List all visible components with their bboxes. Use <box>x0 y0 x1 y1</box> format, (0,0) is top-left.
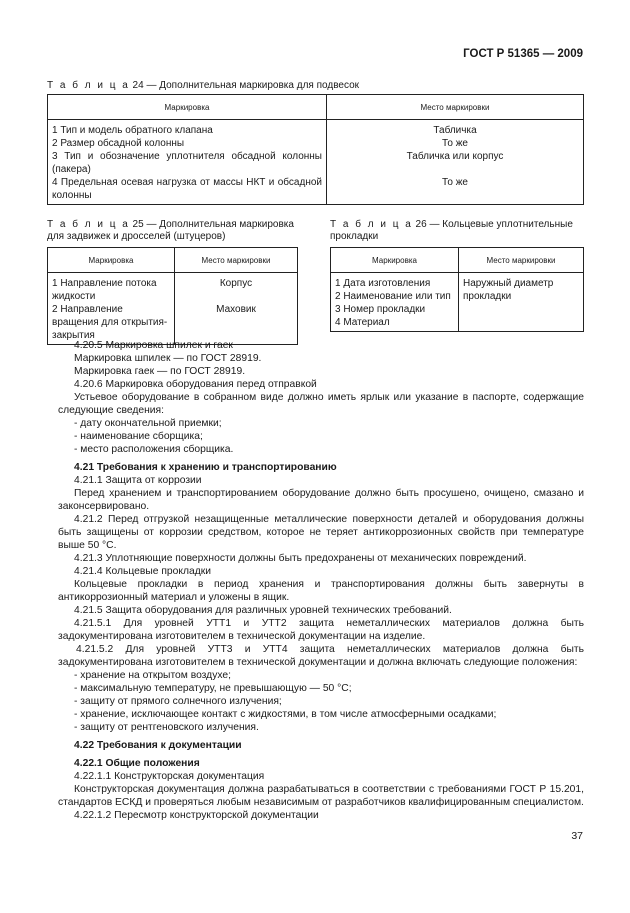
section-heading-4-21: 4.21 Требования к хранению и транспортированию <box>74 462 337 473</box>
caption-label: Т а б л и ц а <box>330 219 413 230</box>
table-26-item: 2 Наименование или тип <box>335 291 451 302</box>
table-26-item: 1 Дата изготовления <box>335 278 431 289</box>
table-24-place: То же <box>442 138 468 149</box>
page-number: 37 <box>571 830 583 842</box>
table-24-caption <box>47 80 359 92</box>
paragraph: 4.22.1.2 Пересмотр конструкторской документации <box>74 810 319 821</box>
paragraph: 4.21.2 Перед отгрузкой незащищенные металлические поверхности деталей и оборудования должны быть защищены от коррозии средством, которое не теряет антикоррозионных свойств при температуре выше 50 °С. <box>58 514 584 551</box>
table-24-place-cell <box>327 120 584 205</box>
paragraph: Маркировка гаек — по ГОСТ 28919. <box>74 366 246 377</box>
table-24-item: 4 Предельная осевая нагрузка от массы НКТ и обсадной колонны <box>52 177 322 201</box>
caption-text: 25 — Дополнительная маркировка для задвижек и дросселей (штуцеров) <box>47 219 294 242</box>
list-item: - хранение, исключающее контакт с жидкостями, в том числе атмосферными осадками; <box>74 709 497 720</box>
caption-label: Т а б л и ц а <box>47 80 130 91</box>
table-25-marking-cell <box>48 273 175 345</box>
paragraph: 4.21.1 Защита от коррозии <box>74 475 202 486</box>
list-item: - место расположения сборщика. <box>74 444 234 455</box>
table-26-caption <box>330 219 584 243</box>
list-item: - максимальную температуру, не превышающую — 50 °С; <box>74 683 352 694</box>
list-item: - дату окончательной приемки; <box>74 418 222 429</box>
list-item: - наименование сборщика; <box>74 431 203 442</box>
table-26-header-marking: Маркировка <box>331 248 459 273</box>
table-25 <box>47 247 298 345</box>
caption-text: 24 — Дополнительная маркировка для подвесок <box>129 80 359 91</box>
caption-text: 26 — Кольцевые уплотнительные прокладки <box>330 219 573 242</box>
section-heading-4-22-1: 4.22.1 Общие положения <box>74 758 200 769</box>
table-24-place: Табличка <box>433 125 477 136</box>
section-heading-4-22: 4.22 Требования к документации <box>74 740 242 751</box>
paragraph: 4.21.3 Уплотняющие поверхности должны быть предохранены от механических повреждений. <box>74 553 527 564</box>
paragraph: Конструкторская документация должна разрабатываться в соответствии с требованиями ГОСТ Р 15.201, стандартов ЕСКД и проверяться любым независимым от разработчиков квалифицированным специалистом. <box>58 784 584 808</box>
section-4-20-6: 4.20.6 Маркировка оборудования перед отправкой <box>74 379 317 390</box>
table-24 <box>47 94 584 205</box>
table-26-item: 3 Номер прокладки <box>335 304 426 315</box>
table-24-header-place: Место маркировки <box>327 95 584 120</box>
table-26-place-cell: Наружный диаметр прокладки <box>459 273 584 332</box>
caption-label: Т а б л и ц а <box>47 219 130 230</box>
list-item: - защиту от рентгеновского излучения. <box>74 722 259 733</box>
table-25-header-place: Место маркировки <box>175 248 298 273</box>
body-text <box>58 339 584 822</box>
paragraph: Перед хранением и транспортированием оборудование должно быть просушено, очищено, смазано и законсервировано. <box>58 488 584 512</box>
paragraph: 4.21.4 Кольцевые прокладки <box>74 566 211 577</box>
table-25-place: Маховик <box>216 304 256 315</box>
document-code: ГОСТ Р 51365 — 2009 <box>463 48 583 60</box>
section-4-20-5: 4.20.5 Маркировка шпилек и гаек <box>74 340 233 351</box>
table-24-item: 2 Размер обсадной колонны <box>52 138 185 149</box>
table-24-place: Табличка или корпус <box>406 151 504 162</box>
table-26-marking-cell <box>331 273 459 332</box>
paragraph: 4.21.5.1 Для уровней УТТ1 и УТТ2 защита неметаллических материалов должна быть задокументирована изготовителем в технической документации на изделие. <box>58 618 584 642</box>
paragraph: Маркировка шпилек — по ГОСТ 28919. <box>74 353 262 364</box>
table-25-caption <box>47 219 299 243</box>
table-26-item: 4 Материал <box>335 317 390 328</box>
list-item: - хранение на открытом воздухе; <box>74 670 231 681</box>
table-24-marking-cell <box>48 120 327 205</box>
table-24-item: 3 Тип и обозначение уплотнителя обсадной колонны (пакера) <box>52 151 322 175</box>
paragraph: Кольцевые прокладки в период хранения и транспортирования должны быть завернуты в антикоррозионный материал и уложены в ящик. <box>58 579 584 603</box>
table-25-place-cell <box>175 273 298 345</box>
paragraph: Устьевое оборудование в собранном виде должно иметь ярлык или указание в паспорте, содержащие следующие сведения: <box>58 392 584 416</box>
paragraph: 4.22.1.1 Конструкторская документация <box>74 771 265 782</box>
table-24-item: 1 Тип и модель обратного клапана <box>52 125 213 136</box>
list-item: - защиту от прямого солнечного излучения; <box>74 696 282 707</box>
table-25-item: 1 Направление потока жидкости <box>52 278 157 302</box>
table-26-header-place: Место маркировки <box>459 248 584 273</box>
paragraph: 4.21.5 Защита оборудования для различных уровней технических требований. <box>74 605 452 616</box>
table-24-place: То же <box>442 177 468 188</box>
paragraph: 4.21.5.2 Для уровней УТТ3 и УТТ4 защита неметаллических материалов должна быть задокументирована изготовителем в технической документации и должна включать следующие положения: <box>58 644 584 668</box>
table-25-item: 2 Направление вращения для открытия-закрытия <box>52 304 168 341</box>
table-24-header-marking: Маркировка <box>48 95 327 120</box>
table-25-header-marking: Маркировка <box>48 248 175 273</box>
table-25-place: Корпус <box>219 278 253 289</box>
table-26 <box>330 247 584 332</box>
